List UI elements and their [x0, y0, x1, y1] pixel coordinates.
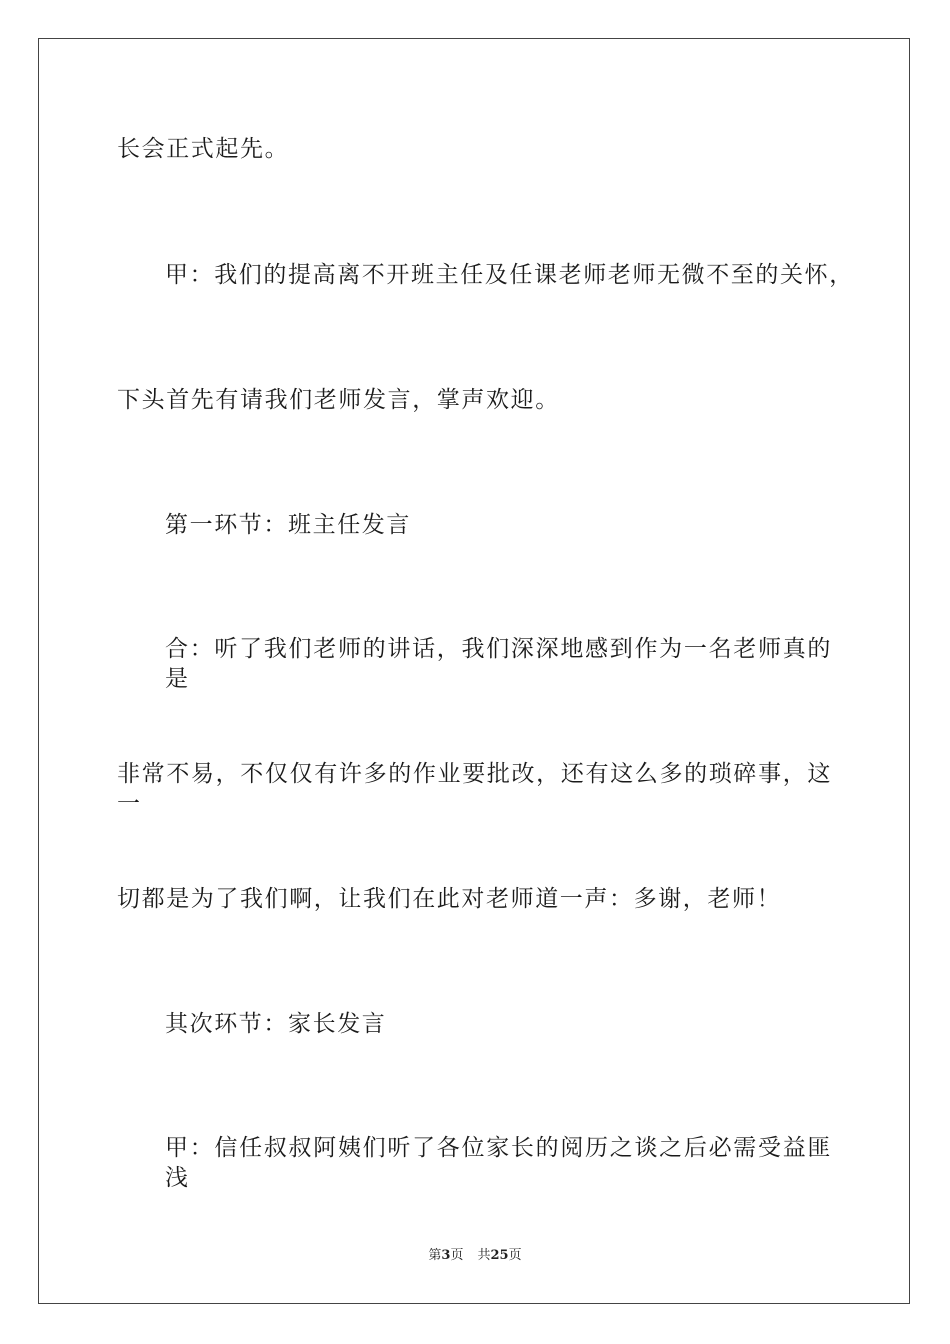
paragraph-line-9: 甲：信任叔叔阿姨们听了各位家长的阅历之谈之后必需受益匪浅 [165, 1135, 832, 1191]
paragraph-line-5: 合：听了我们老师的讲话，我们深深地感到作为一名老师真的是 [165, 636, 832, 692]
section-heading-2: 其次环节：家长发言 [165, 1011, 387, 1037]
paragraph-line-7: 切都是为了我们啊，让我们在此对老师道一声：多谢，老师！ [117, 886, 782, 912]
paragraph-line-1: 长会正式起先。 [117, 136, 290, 162]
paragraph-line-2: 甲：我们的提高离不开班主任及任课老师老师无微不至的关怀， [165, 262, 854, 288]
page-suffix: 页 [450, 1248, 464, 1263]
paragraph-line-3: 下头首先有请我们老师发言，掌声欢迎。 [117, 387, 560, 413]
total-pages: 25 [490, 1248, 509, 1263]
page-footer [0, 1247, 950, 1265]
paragraph-line-6: 非常不易，不仅仅有许多的作业要批改，还有这么多的琐碎事，这一 [117, 761, 832, 817]
page-prefix: 第 [428, 1248, 442, 1263]
total-suffix: 页 [508, 1248, 522, 1263]
page-number: 3 [441, 1248, 451, 1263]
section-heading-1: 第一环节：班主任发言 [165, 512, 411, 538]
total-prefix: 共 [477, 1248, 491, 1263]
